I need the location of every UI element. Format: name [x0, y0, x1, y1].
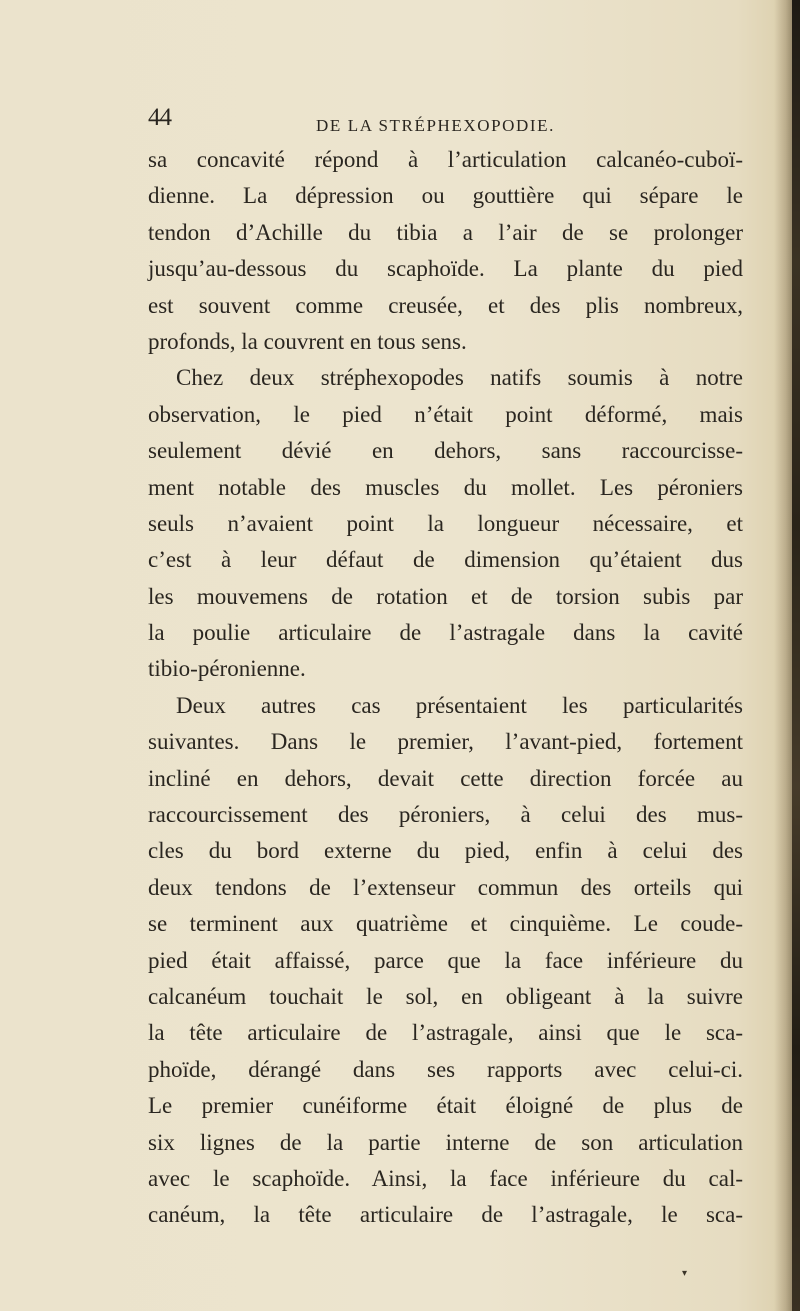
text-line: avec le scaphoïde. Ainsi, la face inférieure du cal-: [148, 1165, 743, 1191]
text-line: incliné en dehors, devait cette direction forcée au: [148, 765, 743, 791]
text-line: c’est à leur défaut de dimension qu’étaient dus: [148, 547, 743, 573]
text-line: dienne. La dépression ou gouttière qui sépare le: [148, 183, 743, 209]
printer-mark: ▾: [682, 1268, 688, 1279]
text-line: tibio-péronienne.: [148, 656, 306, 682]
text-line: Chez deux stréphexopodes natifs soumis à notre: [176, 365, 743, 391]
text-line: jusqu’au-dessous du scaphoïde. La plante du pied: [148, 256, 743, 282]
text-line: raccourcissement des péroniers, à celui des mus-: [148, 802, 743, 828]
running-title: DE LA STRÉPHEXOPODIE.: [316, 116, 556, 135]
page-header: [148, 104, 668, 142]
text-line: cles du bord externe du pied, enfin à celui des: [148, 838, 743, 864]
text-line: la poulie articulaire de l’astragale dans la cavité: [148, 620, 743, 646]
text-line: ment notable des muscles du mollet. Les péroniers: [148, 474, 743, 500]
page-number: 44: [148, 104, 171, 131]
text-line: la tête articulaire de l’astragale, ainsi que le sca-: [148, 1020, 743, 1046]
text-line: seuls n’avaient point la longueur nécessaire, et: [148, 510, 743, 536]
text-line: Le premier cunéiforme était éloigné de plus de: [148, 1093, 743, 1119]
body-text: [148, 142, 743, 1234]
text-line: profonds, la couvrent en tous sens.: [148, 328, 467, 354]
text-line: les mouvemens de rotation et de torsion subis par: [148, 583, 743, 609]
text-line: seulement dévié en dehors, sans raccourcisse-: [148, 438, 743, 464]
page-binding-edge: [792, 0, 800, 1311]
text-line: suivantes. Dans le premier, l’avant-pied, fortement: [148, 729, 743, 755]
text-line: se terminent aux quatrième et cinquième. Le coude-: [148, 911, 743, 937]
text-line: observation, le pied n’était point déformé, mais: [148, 401, 743, 427]
text-line: canéum, la tête articulaire de l’astragale, le sca-: [148, 1202, 743, 1228]
text-line: deux tendons de l’extenseur commun des orteils qui: [148, 874, 743, 900]
text-line: tendon d’Achille du tibia a l’air de se prolonger: [148, 219, 743, 245]
text-line: sa concavité répond à l’articulation calcanéo-cuboï-: [148, 147, 743, 172]
text-line: est souvent comme creusée, et des plis nombreux,: [148, 292, 743, 318]
text-line: pied était affaissé, parce que la face inférieure du: [148, 947, 743, 973]
text-line: calcanéum touchait le sol, en obligeant à la suivre: [148, 983, 743, 1009]
text-line: Deux autres cas présentaient les particularités: [176, 692, 743, 718]
text-line: six lignes de la partie interne de son articulation: [148, 1129, 743, 1155]
text-line: phoïde, dérangé dans ses rapports avec celui-ci.: [148, 1056, 743, 1082]
